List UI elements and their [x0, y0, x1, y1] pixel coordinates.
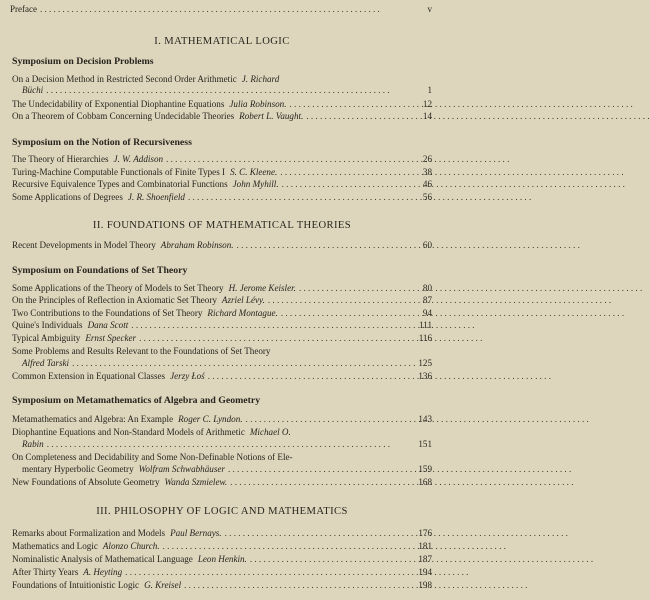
symposium-heading: Symposium on Foundations of Set Theory	[12, 265, 188, 276]
entry-author: Wolfram Schwabhäuser	[138, 464, 225, 474]
leader-dots	[246, 414, 415, 425]
toc-entry	[12, 541, 432, 552]
leader-dots	[47, 439, 415, 450]
leader-dots	[289, 99, 415, 110]
toc-entry-continued	[22, 358, 432, 369]
entry-author: J. R. Shoenfield	[127, 192, 185, 202]
leader-dots	[250, 554, 415, 565]
leader-dots	[237, 240, 415, 251]
entry-author: A. Heyting	[83, 567, 123, 577]
leader-dots	[230, 477, 415, 488]
toc-entry	[12, 179, 432, 190]
leader-dots	[228, 464, 415, 475]
entry-page: 151	[418, 439, 432, 449]
symposium-heading: Symposium on Decision Problems	[12, 56, 154, 67]
toc-entry	[12, 567, 432, 578]
part-heading: III. PHILOSOPHY OF LOGIC AND MATHEMATICS	[96, 506, 348, 517]
entry-author-continued: Rabin	[22, 439, 44, 449]
leader-dots	[306, 111, 415, 122]
toc-entry	[12, 240, 432, 251]
entry-page: 80	[422, 283, 432, 293]
leader-dots	[139, 333, 415, 344]
leader-dots	[208, 371, 415, 382]
entry-title: On a Theorem of Cobbam Concerning Undecidable Theories	[12, 111, 235, 121]
leader-dots	[40, 4, 425, 14]
leader-dots	[166, 154, 415, 165]
entry-title: Turing-Machine Computable Functionals of Finite Types I	[12, 167, 226, 177]
entry-title: Recursive Equivalence Types and Combinatorial Functions	[12, 179, 228, 189]
toc-entry	[12, 580, 432, 591]
toc-entry	[12, 74, 432, 85]
entry-title: Typical Ambiguity	[12, 333, 81, 343]
entry-page: 26	[422, 154, 432, 164]
entry-page: 168	[418, 477, 432, 487]
entry-title: Metamathematics and Algebra: An Example	[12, 414, 174, 424]
toc-entry	[12, 414, 432, 425]
leader-dots	[280, 167, 415, 178]
entry-page: 198	[418, 580, 432, 590]
toc-entry	[12, 154, 432, 165]
entry-title: Remarks about Formalization and Models	[12, 528, 166, 538]
entry-title: On Completeness and Decidability and Some Non-Definable Notions of Ele-	[12, 452, 293, 462]
toc-entry	[12, 528, 432, 539]
entry-title: Two Contributions to the Foundations of Set Theory	[12, 308, 203, 318]
entry-page: 46	[422, 179, 432, 189]
entry-title: New Foundations of Absolute Geometry	[12, 477, 160, 487]
entry-author: Paul Bernays.	[170, 528, 222, 538]
entry-page: 116	[418, 333, 432, 343]
toc-entry-continued	[22, 439, 432, 450]
entry-page: 143	[418, 414, 432, 424]
entry-title: Quine's Individuals	[12, 320, 83, 330]
entry-title: Common Extension in Equational Classes	[12, 371, 166, 381]
entry-title: Diophantine Equations and Non-Standard Models of Arithmetic	[12, 427, 245, 437]
toc-entry	[12, 283, 432, 294]
entry-page: 125	[418, 358, 432, 368]
part-heading: II. FOUNDATIONS OF MATHEMATICAL THEORIES	[92, 220, 352, 231]
leader-dots	[188, 192, 415, 203]
entry-title-continued: mentary Hyperbolic Geometry	[22, 464, 134, 474]
leader-dots	[46, 85, 415, 96]
toc-entry	[12, 346, 432, 357]
entry-title: On the Principles of Reflection in Axiomatic Set Theory	[12, 295, 217, 305]
toc-entry	[12, 554, 432, 565]
leader-dots	[299, 283, 415, 294]
symposium-heading: Symposium on the Notion of Recursiveness	[12, 137, 192, 148]
entry-page: 60	[422, 240, 432, 250]
entry-author: Michael O.	[249, 427, 291, 437]
preface-page: v	[427, 4, 432, 14]
toc-entry	[12, 308, 432, 319]
entry-author: Leon Henkin.	[197, 554, 247, 564]
entry-page: 14	[422, 111, 432, 121]
leader-dots	[184, 580, 415, 591]
entry-title: Recent Developments in Model Theory	[12, 240, 156, 250]
entry-page: 187	[418, 554, 432, 564]
entry-title: Nominalistic Analysis of Mathematical Language	[12, 554, 193, 564]
entry-title: Some Applications of the Theory of Models to Set Theory	[12, 283, 224, 293]
leader-dots	[225, 528, 415, 539]
entry-page: 194	[418, 567, 432, 577]
entry-page: 87	[422, 295, 432, 305]
entry-author: H. Jerome Keisler.	[228, 283, 296, 293]
entry-author: S. C. Kleene.	[230, 167, 278, 177]
entry-page: 38	[422, 167, 432, 177]
toc-entry	[12, 99, 432, 110]
entry-title: Some Applications of Degrees	[12, 192, 123, 202]
entry-page: 1	[427, 85, 432, 95]
entry-page: 111	[419, 320, 432, 330]
entry-page: 94	[422, 308, 432, 318]
entry-author-continued: Büchi	[22, 85, 44, 95]
entry-author: Azriel Lévy.	[221, 295, 265, 305]
toc-entry	[12, 295, 432, 306]
entry-author: Robert L. Vaught.	[239, 111, 304, 121]
entry-author: Alonzo Church.	[102, 541, 160, 551]
toc-entry	[12, 371, 432, 382]
entry-author: Julia Robinson.	[229, 99, 287, 109]
entry-author: John Myhill.	[232, 179, 279, 189]
entry-page: 56	[422, 192, 432, 202]
toc-entry	[12, 333, 432, 344]
entry-author: Roger C. Lyndon.	[178, 414, 243, 424]
toc-entry	[12, 452, 432, 463]
entry-page: 136	[418, 371, 432, 381]
entry-author: Abraham Robinson.	[160, 240, 234, 250]
leader-dots	[72, 358, 415, 369]
preface-entry	[10, 4, 432, 14]
entry-author: Wanda Szmielew.	[164, 477, 228, 487]
leader-dots	[282, 179, 415, 190]
entry-title: Mathematics and Logic	[12, 541, 98, 551]
entry-author: J. W. Addison	[113, 154, 164, 164]
leader-dots	[268, 295, 415, 306]
entry-author: Jerzy Łoś	[170, 371, 205, 381]
entry-title: The Undecidability of Exponential Diophantine Equations	[12, 99, 225, 109]
toc-entry	[12, 477, 432, 488]
entry-author: Richard Montague.	[207, 308, 278, 318]
toc-entry-continued	[22, 85, 432, 96]
entry-title: Foundations of Intuitionistic Logic	[12, 580, 140, 590]
toc-entry-continued	[22, 464, 432, 475]
toc-entry	[12, 427, 432, 438]
leader-dots	[125, 567, 415, 578]
leader-dots	[163, 541, 415, 552]
entry-author: Dana Scott	[87, 320, 129, 330]
entry-author: Ernst Specker	[85, 333, 137, 343]
entry-author: G. Kreisel	[144, 580, 182, 590]
entry-author-continued: Alfred Tarski	[22, 358, 70, 368]
entry-title: On a Decision Method in Restricted Second Order Arithmetic	[12, 74, 237, 84]
entry-title: Some Problems and Results Relevant to the Foundations of Set Theory	[12, 346, 271, 356]
leader-dots	[131, 320, 415, 331]
toc-entry	[12, 320, 432, 331]
entry-page: 176	[418, 528, 432, 538]
entry-title: The Theory of Hierarchies	[12, 154, 109, 164]
part-heading: I. MATHEMATICAL LOGIC	[154, 36, 290, 47]
toc-entry	[12, 167, 432, 178]
entry-title: After Thirty Years	[12, 567, 79, 577]
entry-page: 181	[418, 541, 432, 551]
symposium-heading: Symposium on Metamathematics of Algebra and Geometry	[12, 395, 261, 406]
leader-dots	[281, 308, 415, 319]
toc-entry	[12, 111, 432, 122]
preface-title: Preface	[10, 4, 37, 14]
entry-page: 159	[418, 464, 432, 474]
toc-entry	[12, 192, 432, 203]
entry-author: J. Richard	[241, 74, 280, 84]
entry-page: 12	[422, 99, 432, 109]
